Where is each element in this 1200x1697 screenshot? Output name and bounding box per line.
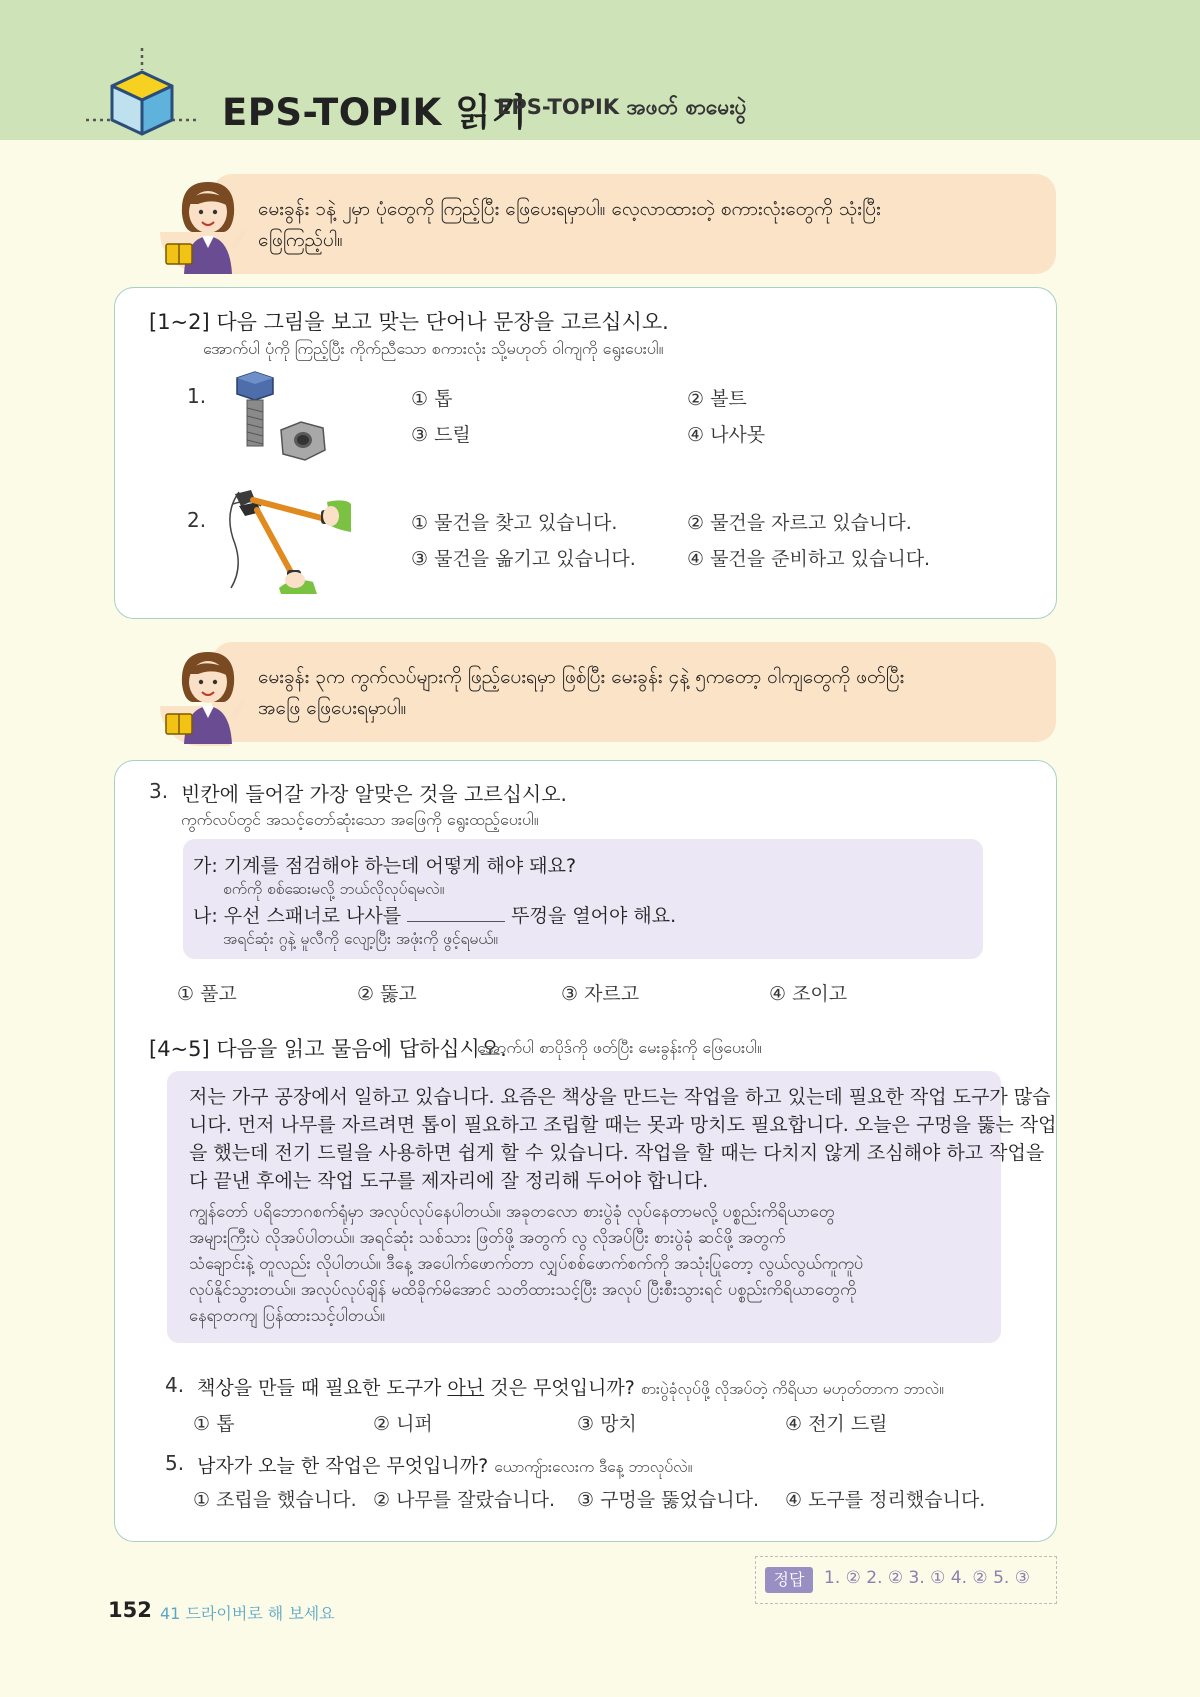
section-subheading: အောက်ပါ ပုံကို ကြည့်ပြီး ကိုက်ညီသော စကားလုံး သို့မဟုတ် ဝါကျကို ရွေးပေးပါ။ xyxy=(203,339,664,358)
passage-line: 저는 가구 공장에서 일하고 있습니다. 요즘은 책상을 만드는 작업을 하고 있는데 필요한 작업 도구가 많습 xyxy=(189,1086,1051,1108)
option[interactable]: ② 니퍼 xyxy=(373,1413,433,1435)
dialog-line: 나: 우선 스패너로 나사를 뚜껑을 열어야 해요. xyxy=(193,901,676,928)
option[interactable]: ③ 자르고 xyxy=(561,983,640,1005)
page-header xyxy=(0,0,1200,140)
instruction-line: မေးခွန်း ၃က ကွက်လပ်များကို ဖြည့်ပေးရမှာ ဖြစ်ပြီး မေးခွန်း ၄နဲ့ ၅ကတော့ ဝါကျတွေကို ဖတ်ပြီး xyxy=(258,666,905,688)
passage-line: 니다. 먼저 나무를 자르려면 톱이 필요하고 조립할 때는 못과 망치도 필요합니다. 오늘은 구멍을 뚫는 작업 xyxy=(189,1114,1057,1136)
cube-icon xyxy=(86,48,196,138)
bolt-cutter-image xyxy=(221,484,351,594)
option[interactable]: ② 볼트 xyxy=(687,388,747,410)
instruction-line: အဖြေ ဖြေပေးရမှာပါ။ xyxy=(258,697,407,719)
section-heading: [4~5] 다음을 읽고 물음에 답하십시오. xyxy=(149,1037,507,1061)
option[interactable]: ③ 드릴 xyxy=(411,424,471,446)
option[interactable]: ② 물건을 자르고 있습니다. xyxy=(687,512,912,534)
passage-translation-line: လုပ်နိုင်သွားတယ်။ အလုပ်လုပ်ချိန် မထိခိုက်မိအောင် သတိထားသင့်ပြီး အလုပ် ပြီးစီးသွားရင် ပစ္စည်းကိရိယာတွေကို xyxy=(189,1280,857,1299)
page-subtitle: EPS-TOPIK အဖတ် စာမေးပွဲ xyxy=(497,95,747,119)
option[interactable]: ① 톱 xyxy=(193,1413,235,1435)
option[interactable]: ① 물건을 찾고 있습니다. xyxy=(411,512,618,534)
instruction-line: မေးခွန်း ၁နဲ့ ၂မှာ ပုံတွေကို ကြည့်ပြီး ဖြေပေးရမှာပါ။ လေ့လာထားတဲ့ စကားလုံးတွေကို သုံးပြီး xyxy=(258,198,881,220)
bolt-and-nut-image xyxy=(225,370,345,470)
option[interactable]: ② 뚫고 xyxy=(357,983,417,1005)
dialog-translation: အရင်ဆုံး ဂွနဲ့ မူလီကို လျော့ပြီး အဖုံးကို ဖွင့်ရမယ်။ xyxy=(223,930,498,948)
dialog-line: 가: 기계를 점검해야 하는데 어떻게 해야 돼요? xyxy=(193,855,577,877)
question-number: 2. xyxy=(187,508,207,532)
question-panel-3-5 xyxy=(114,760,1057,1542)
option[interactable]: ③ 물건을 옮기고 있습니다. xyxy=(411,548,636,570)
question-number: 1. xyxy=(187,384,207,408)
instruction-bubble xyxy=(212,642,1056,742)
question-number: 5. xyxy=(165,1451,185,1475)
option[interactable]: ③ 망치 xyxy=(577,1413,637,1435)
option[interactable]: ② 나무를 잘랐습니다. xyxy=(373,1489,555,1511)
passage-translation-line: ကျွန်တော် ပရိဘောဂစက်ရုံမှာ အလုပ်လုပ်နေပါတယ်။ အခုတလော စားပွဲခုံ လုပ်နေတာမလို့ ပစ္စည်းကိရိယာတွေ xyxy=(189,1202,835,1221)
option[interactable]: ④ 물건을 준비하고 있습니다. xyxy=(687,548,931,570)
option[interactable]: ① 풀고 xyxy=(177,983,237,1005)
option[interactable]: ③ 구멍을 뚫었습니다. xyxy=(577,1489,759,1511)
passage-line: 다 끝낸 후에는 작업 도구를 제자리에 잘 정리해 두어야 합니다. xyxy=(189,1170,709,1192)
passage-translation-line: သံချောင်းနဲ့ တူလည်း လိုပါတယ်။ ဒီနေ့ အပေါက်ဖောက်တာ လျှပ်စစ်ဖောက်စက်ကို အသုံးပြုတော့ လွယ်လွယ်ကူကူပဲ xyxy=(189,1254,864,1273)
option[interactable]: ① 톱 xyxy=(411,388,453,410)
chapter-title: 41 드라이버로 해 보세요 xyxy=(160,1604,335,1623)
passage-translation-line: နေရာတကျ ပြန်ထားသင့်ပါတယ်။ xyxy=(189,1306,385,1325)
dialog-box xyxy=(183,839,983,959)
answer-key xyxy=(755,1556,1057,1604)
question-panel-1-2 xyxy=(114,287,1057,619)
page-title: EPS-TOPIK 읽기 xyxy=(222,91,528,134)
reading-passage xyxy=(167,1071,1057,1343)
question-text: 빈칸에 들어갈 가장 알맞은 것을 고르십시오. xyxy=(181,782,567,806)
question-text: 남자가 오늘 한 작업은 무엇입니까? ယောကျ်ားလေးက ဒီနေ့ ဘာလုပ်လဲ။ xyxy=(197,1455,693,1477)
question-number: 4. xyxy=(165,1373,185,1397)
page-number: 152 xyxy=(108,1598,152,1622)
passage-line: 을 했는데 전기 드릴을 사용하면 쉽게 할 수 있습니다. 작업을 할 때는 다치지 않게 조심해야 하고 작업을 xyxy=(189,1142,1045,1164)
teacher-illustration xyxy=(162,174,254,274)
question-subtext: ကွက်လပ်တွင် အသင့်တော်ဆုံးသော အဖြေကို ရွေးထည့်ပေးပါ။ xyxy=(181,810,539,829)
instruction-bubble xyxy=(212,174,1056,274)
teacher-illustration xyxy=(162,644,254,744)
answer-label: 정답 xyxy=(765,1567,813,1593)
answer-values: 1. ② 2. ② 3. ① 4. ② 5. ③ xyxy=(824,1568,1030,1588)
option[interactable]: ④ 도구를 정리했습니다. xyxy=(785,1489,986,1511)
instruction-line: ဖြေကြည့်ပါ။ xyxy=(258,229,343,251)
dialog-translation: စက်ကို စစ်ဆေးမလို့ ဘယ်လိုလုပ်ရမလဲ။ xyxy=(223,880,445,898)
option[interactable]: ④ 조이고 xyxy=(769,983,848,1005)
question-text: 책상을 만들 때 필요한 도구가 아닌 것은 무엇입니까? စားပွဲခုံလုပ်ဖို့ လိုအပ်တဲ့ ကိရိယာ မဟုတ်တာက ဘာလဲ။ xyxy=(197,1377,944,1399)
option[interactable]: ① 조립을 했습니다. xyxy=(193,1489,357,1511)
option[interactable]: ④ 나사못 xyxy=(687,424,766,446)
passage-translation-line: အများကြီးပဲ လိုအပ်ပါတယ်။ အရင်ဆုံး သစ်သား ဖြတ်ဖို့ အတွက် လွ လိုအပ်ပြီး စားပွဲခုံ ဆင်ဖို့ အတွက် xyxy=(189,1228,786,1247)
question-number: 3. xyxy=(149,779,169,803)
section-heading: [1~2] 다음 그림을 보고 맞는 단어나 문장을 고르십시오. xyxy=(149,310,669,334)
option[interactable]: ④ 전기 드릴 xyxy=(785,1413,888,1435)
answer-blank xyxy=(407,901,505,922)
section-subheading: အောက်ပါ စာပိုဒ်ကို ဖတ်ပြီး မေးခွန်းကို ဖြေပေးပါ။ xyxy=(477,1038,762,1057)
